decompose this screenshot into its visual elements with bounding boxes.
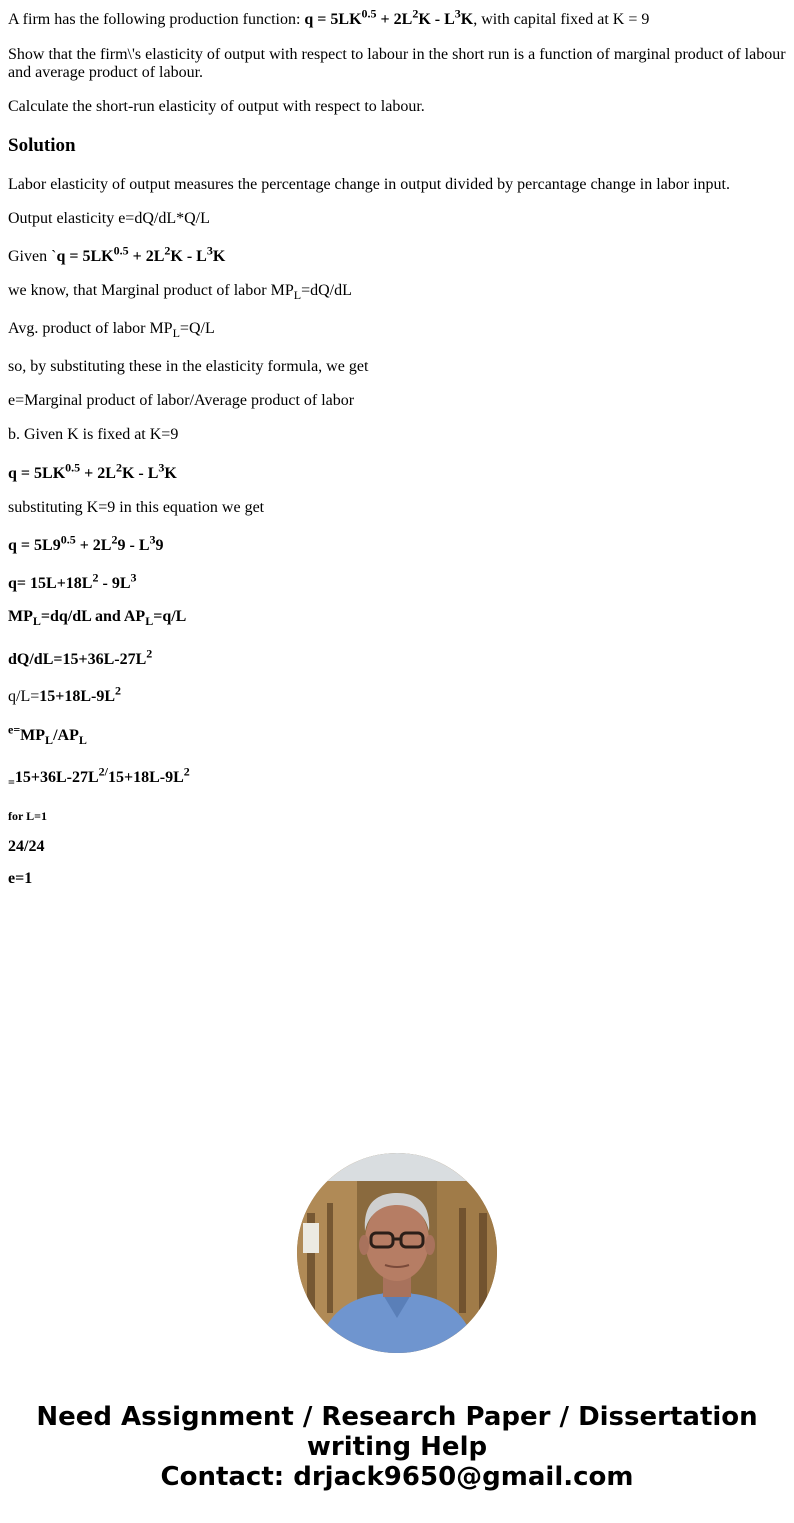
marginal-product-definition: we know, that Marginal product of labor $MP_L=dQ/dL$ [8,282,352,303]
question-part-b: Calculate the short-run elasticity of output with respect to labour. [8,98,425,115]
production-function: $q = 5LK^{0.5} + 2L^2K - L^3K$ [304,6,474,28]
simplified-function: $q= 15L+18L^2 - 9L^3$ [8,570,137,592]
elasticity-mp-ap: $^{e=}MP_L/AP_L$ [8,722,87,748]
question-part-a: Show that the firm\'s elasticity of output with respect to labour in the short run is a function of marginal product of labour and average product of labour. [8,46,786,81]
elasticity-result: e=1 [8,870,33,887]
author-avatar [297,1153,497,1353]
for-l-equals-1: for L=1 [8,809,47,823]
elasticity-ratio: e=Marginal product of labor/Average product of labor [8,392,355,409]
substitute-k-note: substituting K=9 in this equation we get [8,499,265,516]
fraction-result: 24/24 [8,838,45,855]
given-function: Given `q = $5LK^{0.5} + 2L^2K - L^3K$ [8,243,226,265]
part-b-given: b. Given K is fixed at K=9 [8,426,179,443]
question-intro: A firm has the following production function: $q = 5LK^{0.5} + 2L^2K - L^3K$, with capital fixed at K = 9 [8,6,650,28]
elasticity-formula: Output elasticity e=dQ/dL*Q/L [8,210,210,227]
solution-heading: Solution [8,135,76,156]
elasticity-definition: Labor elasticity of output measures the percentage change in output divided by percantage change in labor input. [8,176,730,193]
elasticity-expression: $_=15+36L-27L^{2/}15+18L-9L^2$ [8,764,190,790]
footer-contact-line: Contact: drjack9650@gmail.com [160,1462,634,1492]
function-with-k9: $q = 5L9^{0.5} + 2L^29 - L^39$ [8,532,164,554]
contact-footer [0,1402,794,1492]
production-function-repeat: $q = 5LK^{0.5} + 2L^2K - L^3K$ [8,460,177,482]
footer-line-2: writing Help [306,1432,488,1462]
person-photo-icon [297,1153,497,1353]
substitution-note: so, by substituting these in the elasticity formula, we get [8,358,369,375]
average-product-definition: Avg. product of labor $MP_L=Q/L$ [8,320,215,341]
mp-ap-definitions: $MP_L=dq/dL$ and $AP_L=q/L$ [8,608,187,629]
average-product-expression: $q/L=15+18L-9L^2$ [8,683,122,705]
footer-line-1: Need Assignment / Research Paper / Dissertation [36,1402,758,1432]
marginal-product-expression: $dQ/dL=15+36L-27L^2$ [8,646,153,668]
